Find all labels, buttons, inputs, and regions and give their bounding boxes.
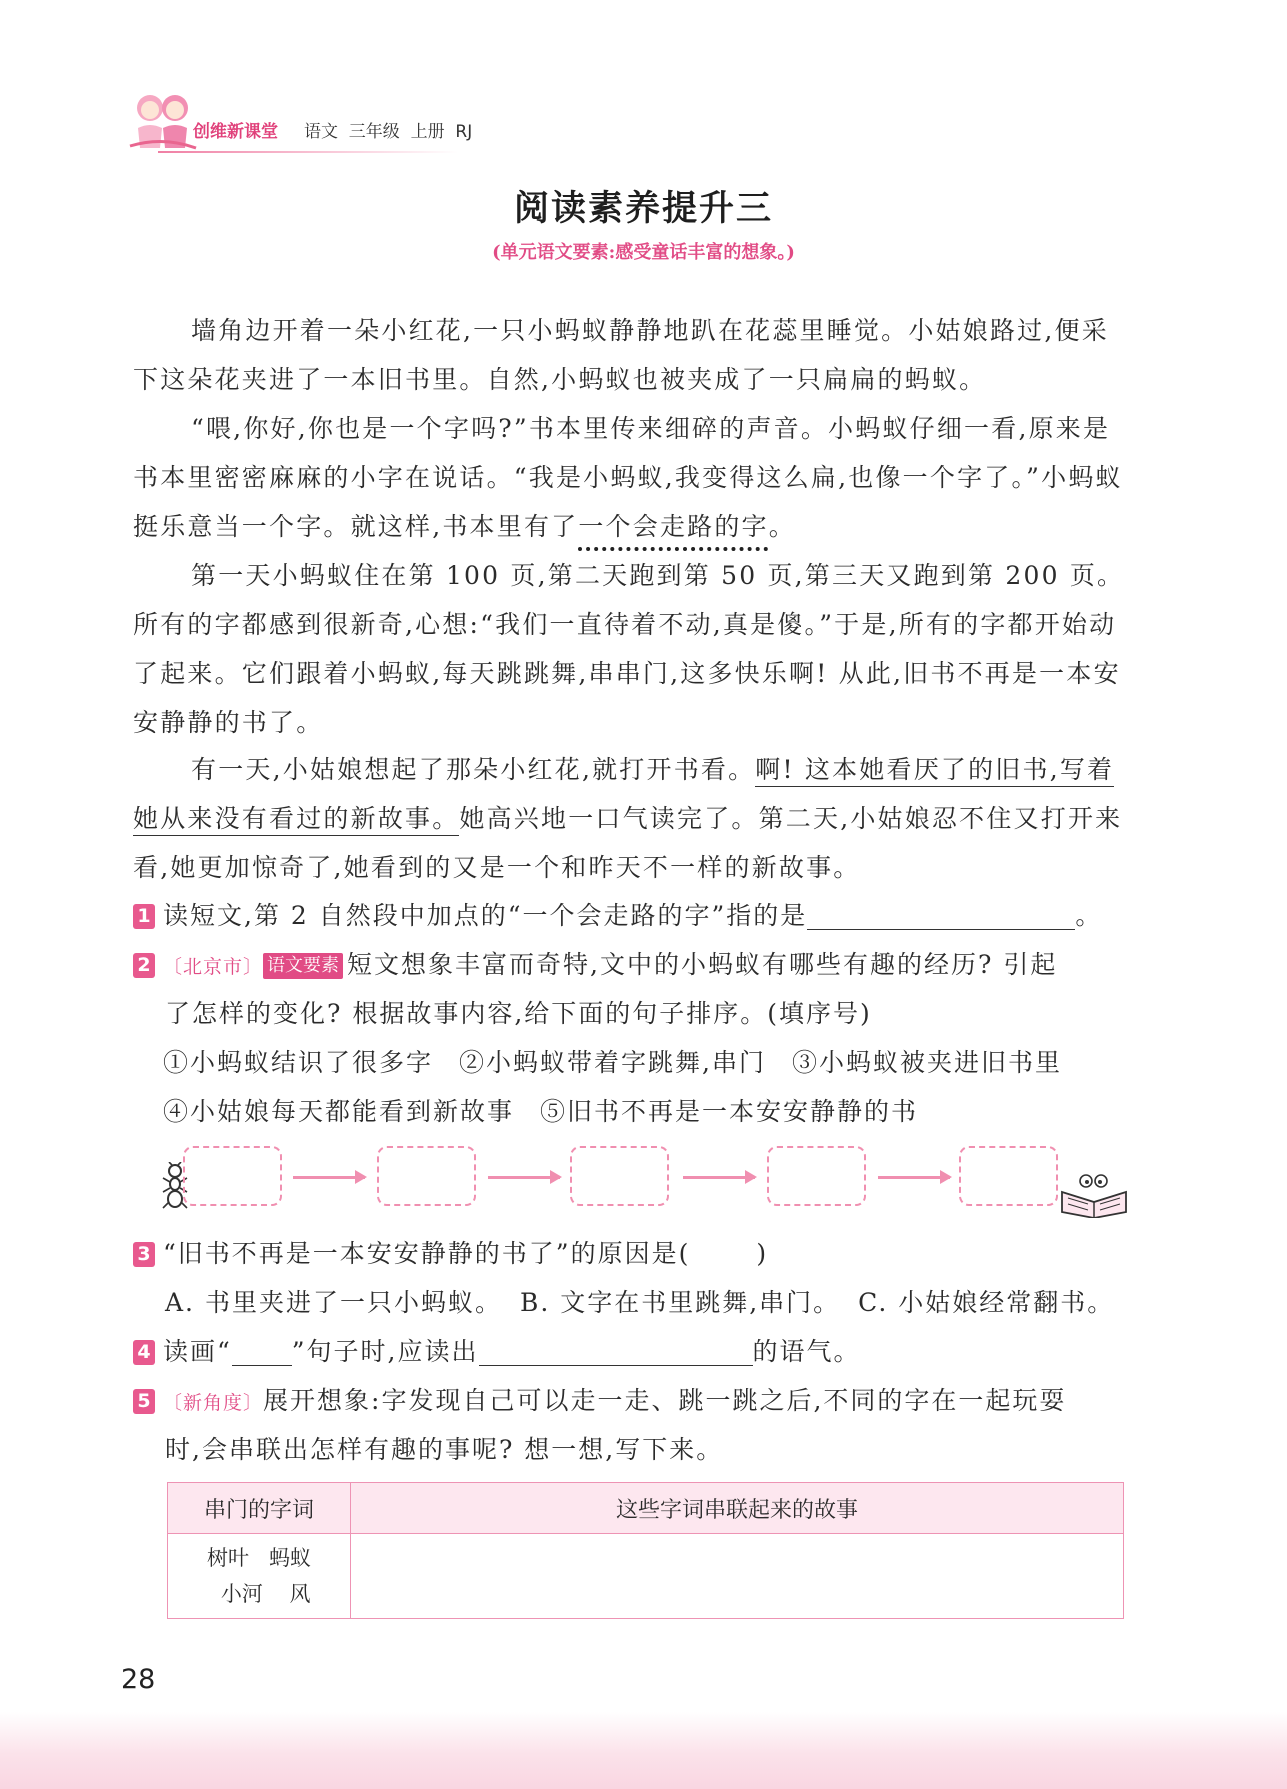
question-2-line-2: 了怎样的变化? 根据故事内容,给下面的句子排序。(填序号) [165, 999, 872, 1028]
order-box-1[interactable] [183, 1146, 282, 1206]
table-header-words: 串门的字词 [168, 1483, 351, 1534]
question-3-choices [165, 1278, 1127, 1327]
table-words-cell: 树叶 蚂蚁 小河 风 [168, 1534, 351, 1619]
choice-a[interactable]: A. 书里夹进了一只小蚂蚁。 [165, 1288, 502, 1317]
answer-blank-q4[interactable] [479, 1335, 753, 1366]
mascot-kids-icon [128, 88, 198, 154]
table-header-story: 这些字词串联起来的故事 [351, 1483, 1124, 1534]
question-2-options-row-2: ④小姑娘每天都能看到新故事 ⑤旧书不再是一本安安静静的书 [163, 1097, 919, 1126]
page-subtitle: (单元语文要素:感受童话丰富的想象。) [492, 242, 795, 263]
question-3: 3 “旧书不再是一本安安静静的书了”的原因是( ) [133, 1229, 1127, 1278]
arrow-icon [878, 1176, 950, 1179]
element-badge: 语文要素 [263, 953, 343, 979]
story-table [167, 1482, 1124, 1619]
passage-paragraph-4: 有一天,小姑娘想起了那朵小红花,就打开书看。啊! 这本她看厌了的旧书,写着她从来没有看过的新故事。她高兴地一口气读完了。第二天,小姑娘忍不住又打开来看,她更加惊奇了,她看到的又是一个和昨天不一样的新故事。 [133, 755, 1123, 882]
passage-paragraph-3: 第一天小蚂蚁住在第 100 页,第二天跑到第 50 页,第三天又跑到第 200 页。所有的字都感到很新奇,心想:“我们一直待着不动,真是傻。”于是,所有的字都开始动了起来。它们跟着小蚂蚁,每天跳跳舞,串串门,这多快乐啊! 从此,旧书不再是一本安安静静的书了。 [133, 561, 1125, 737]
question-number: 3 [133, 1242, 155, 1267]
order-box-4[interactable] [767, 1146, 866, 1206]
book-mascot-icon [1058, 1170, 1130, 1218]
answer-blank-q1[interactable] [807, 899, 1075, 930]
arrow-icon [293, 1176, 365, 1179]
arrow-icon [488, 1176, 560, 1179]
story-answer-cell[interactable] [351, 1534, 1124, 1619]
line-mark-blank [232, 1335, 292, 1366]
header-divider [158, 151, 458, 153]
order-box-3[interactable] [570, 1146, 669, 1206]
choice-c[interactable]: C. 小姑娘经常翻书。 [858, 1288, 1115, 1317]
question-5-line-2: 时,会串联出怎样有趣的事呢? 想一想,写下来。 [165, 1435, 724, 1464]
passage-paragraph-1: 墙角边开着一朵小红花,一只小蚂蚁静静地趴在花蕊里睡觉。小姑娘路过,便采下这朵花夹进了一本旧书里。自然,小蚂蚁也被夹成了一只扁扁的蚂蚁。 [133, 316, 1109, 394]
question-2-options-row-1: ①小蚂蚁结识了很多字 ②小蚂蚁带着字跳舞,串门 ③小蚂蚁被夹进旧书里 [163, 1048, 1062, 1077]
question-5: 5 〔新角度〕展开想象:字发现自己可以走一走、跳一跳之后,不同的字在一起玩耍 [133, 1376, 1127, 1428]
new-angle-tag: 〔新角度〕 [163, 1392, 264, 1414]
source-tag: 〔北京市〕 [163, 956, 264, 978]
dotted-phrase: 一个会走路的字 [578, 512, 769, 541]
order-box-2[interactable] [377, 1146, 476, 1206]
brand-name: 创维新课堂 [193, 122, 278, 142]
question-number: 1 [133, 904, 155, 929]
choice-b[interactable]: B. 文字在书里跳舞,串门。 [519, 1288, 841, 1317]
question-1: 1 读短文,第 2 自然段中加点的“一个会走路的字”指的是 。 [133, 891, 1127, 940]
page-number: 28 [121, 1664, 156, 1695]
page-title: 阅读素养提升三 [513, 189, 773, 229]
question-number: 4 [133, 1340, 155, 1365]
arrow-icon [683, 1176, 755, 1179]
footer-band [0, 1712, 1287, 1789]
order-box-5[interactable] [959, 1146, 1058, 1206]
question-number: 5 [133, 1389, 155, 1414]
question-2: 2 〔北京市〕 语文要素 短文想象丰富而奇特,文中的小蚂蚁有哪些有趣的经历? 引起 [133, 940, 1127, 992]
passage-paragraph-2: “喂,你好,你也是一个字吗?”书本里传来细碎的声音。小蚂蚁仔细一看,原来是书本里密密麻麻的小字在说话。“我是小蚂蚁,我变得这么扁,也像一个字了。”小蚂蚁挺乐意当一个字。就这样,书本里有了一个会走路的字。 [133, 414, 1123, 541]
question-number: 2 [133, 953, 155, 978]
underlined-sentence: 啊! 这本她看厌了的旧书,写着她从来没有看过的新故事。 [133, 755, 1114, 836]
question-4: 4 读画“ ”句子时,应读出 的语气。 [133, 1327, 1127, 1376]
book-info: 语文 三年级 上册 RJ [304, 122, 473, 142]
